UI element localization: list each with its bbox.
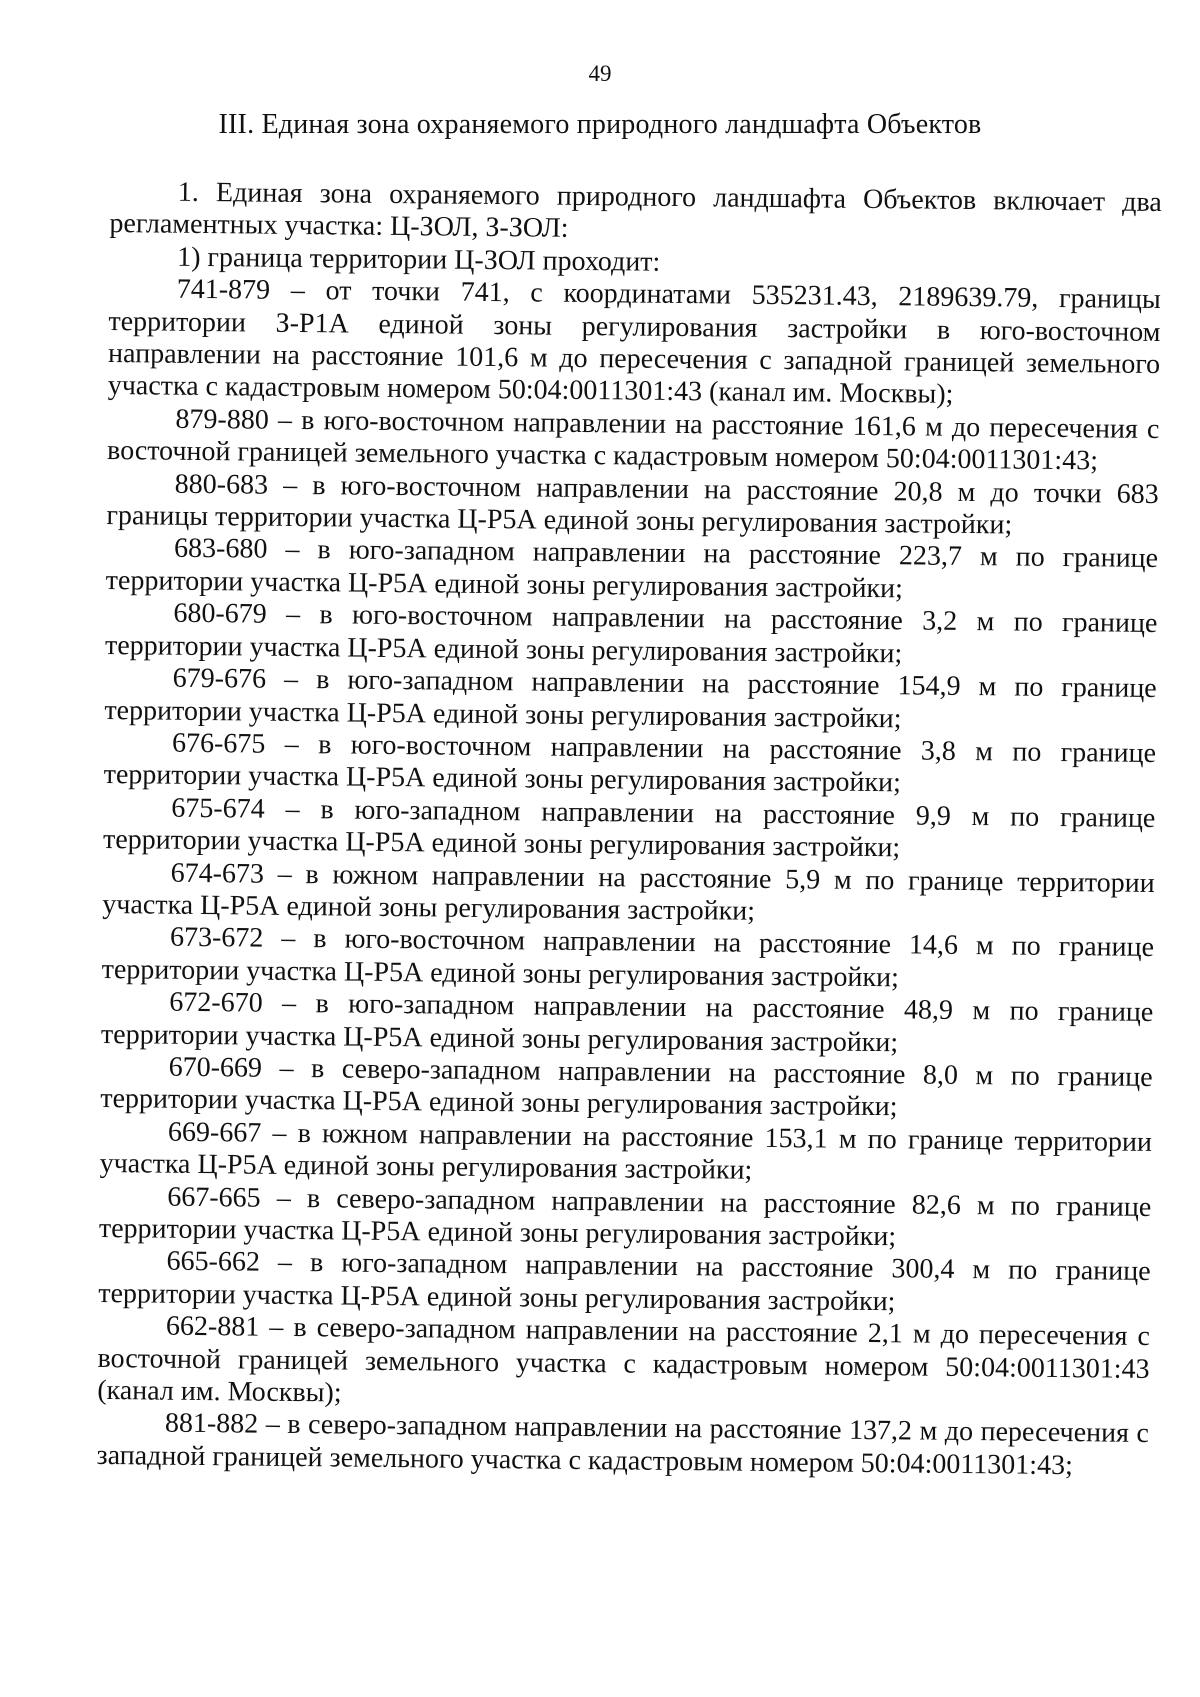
paragraph-segment-683-680: 683-680 – в юго-западном направлении на расстояние 223,7 м по границе территории участка Ц-Р5А единой зоны регулирования застройки; [105, 533, 1159, 605]
paragraph-segment-674-673: 674-673 – в южном направлении на расстояние 5,9 м по границе территории участка Ц-Р5А единой зоны регулирования застройки; [102, 857, 1155, 927]
paragraph-segment-672-670: 672-670 – в юго-западном направлении на расстояние 48,9 м по границе территории участка Ц-Р5А единой зоны регулирования застройки; [100, 986, 1154, 1058]
paragraph-segment-673-672: 673-672 – в юго-восточном направлении на расстояние 14,6 м по границе территории участка Ц-Р5А единой зоны регулирования застройки; [101, 922, 1155, 994]
paragraph-segment-880-683: 880-683 – в юго-восточном направлении на расстояние 20,8 м до точки 683 границы территории участка Ц-Р5А единой зоны регулирования застройки; [106, 468, 1159, 541]
page-number: 49 [588, 61, 612, 86]
paragraph-intro: 1. Единая зона охраняемого природного ландшафта Объектов включает два регламентных участка: Ц-ЗОЛ, З-ЗОЛ: [109, 176, 1162, 245]
paragraph-segment-675-674: 675-674 – в юго-западном направлении на расстояние 9,9 м по границе территории участка Ц-Р5А единой зоны регулирования застройки; [102, 792, 1156, 864]
paragraph-segment-667-665: 667-665 – в северо-западном направлении на расстояние 82,6 м по границе территории участка Ц-Р5А единой зоны регулирования застройки; [98, 1181, 1152, 1253]
paragraph-segment-662-881: 662-881 – в северо-западном направлении на расстояние 2,1 м до пересечения с восточной границей земельного участка с кадастровым номером 50:04:0011301:43 (канал им. Москвы); [97, 1310, 1151, 1409]
paragraph-segment-679-676: 679-676 – в юго-западном направлении на расстояние 154,9 м по границе территории участка Ц-Р5А единой зоны регулирования застройки; [104, 662, 1157, 734]
paragraph-segment-741-879: 741-879 – от точки 741, с координатами 535231.43, 2189639.79, границы территории З-Р1А единой зоны регулирования застройки в юго-восточном направлении на расстояние 101,6 м до пересечения с западной границей земельного участка с кадастровым номером 50:04:0011301:43 (канал им. Москвы); [107, 273, 1161, 411]
paragraph-segment-879-880: 879-880 – в юго-восточном направлении на расстояние 161,6 м до пересечения с восточной границей земельного участка с кадастровым номером 50:04:0011301:43; [106, 403, 1160, 477]
paragraph-segment-881-882: 881-882 – в северо-западном направлении на расстояние 137,2 м до пересечения с западной границей земельного участка с кадастровым номером 50:04:0011301:43; [96, 1408, 1150, 1481]
paragraph-boundary-heading: 1) граница территории Ц-ЗОЛ проходит: [176, 241, 661, 278]
paragraph-segment-670-669: 670-669 – в северо-западном направлении на расстояние 8,0 м по границе территории участка Ц-Р5А единой зоны регулирования застройки; [100, 1051, 1153, 1123]
paragraph-segment-680-679: 680-679 – в юго-восточном направлении на расстояние 3,2 м по границе территории участка Ц-Р5А единой зоны регулирования застройки; [104, 597, 1158, 670]
paragraph-segment-669-667: 669-667 – в южном направлении на расстояние 153,1 м по границе территории участка Ц-Р5А единой зоны регулирования застройки; [99, 1116, 1153, 1186]
paragraph-segment-676-675: 676-675 – в юго-восточном направлении на расстояние 3,8 м по границе территории участка Ц-Р5А единой зоны регулирования застройки; [103, 727, 1157, 799]
section-title: III. Единая зона охраняемого природного ландшафта Объектов [218, 109, 982, 140]
paragraph-segment-665-662: 665-662 – в юго-западном направлении на расстояние 300,4 м по границе территории участка Ц-Р5А единой зоны регулирования застройки; [98, 1246, 1151, 1318]
document-body [96, 176, 1162, 1483]
